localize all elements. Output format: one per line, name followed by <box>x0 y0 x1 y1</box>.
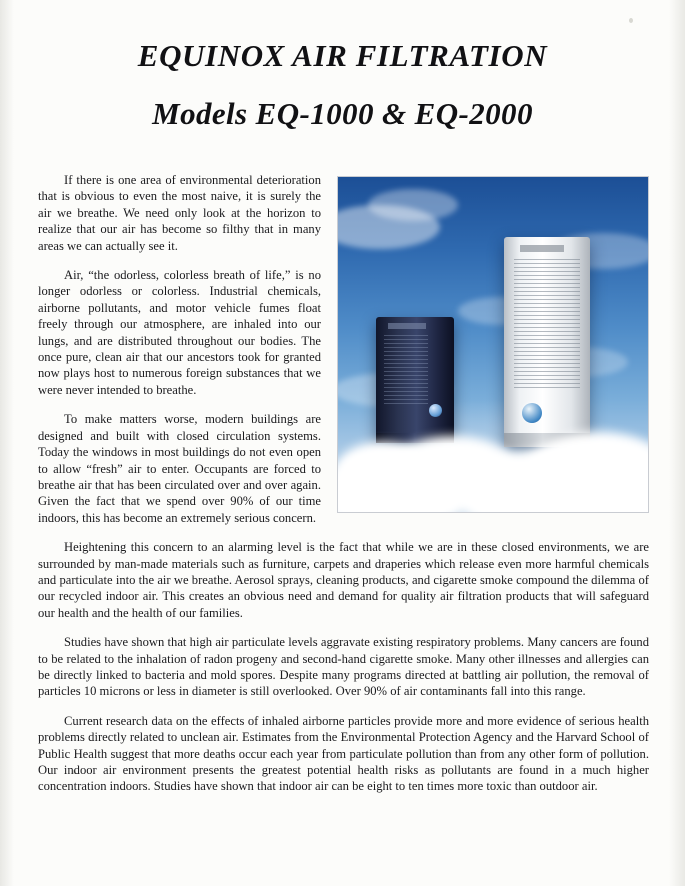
body-paragraph: Studies have shown that high air particulate levels aggravate existing respiratory problems. Many cancers are found to be related to the inhalation of radon progeny and second-hand cigarette smoke. Many other illnesses and allergies can be directly linked to bacteria and mold spores. Despite many programs directed at battling air pollution, the removal of particles 10 microns or less in diameter is still overlooked. Over 90% of air contaminants fall into this range. <box>38 635 649 699</box>
body-paragraph: Air, “the odorless, colorless breath of life,” is no longer odorless or colorless. Industrial chemicals, airborne pollutants, and motor vehicle fumes float freely through our atmosphere, are inhaled into our lungs, and are distributed throughout our bodies. The once pure, clean air that our ancestors took for granted now plays host to numerous foreign substances that we were never intended to breathe. <box>38 268 321 397</box>
document-body <box>38 172 649 795</box>
body-paragraph: If there is one area of environmental deterioration that is obvious to even the most naive, it is surely the air we breathe. We need only look at the horizon to realize that our air has become so filthy that in many areas we can actually see it. <box>38 173 321 253</box>
cloud-icon <box>338 442 428 494</box>
unit-badge <box>388 323 426 329</box>
body-paragraph: Current research data on the effects of inhaled airborne particles provide more and more evidence of serious health problems directly related to unclean air. Estimates from the Environmental Protection Agency and the Harvard School of Public Health suggest that more deaths occur each year from particulate pollution than from any other form of pollution. Our indoor air environment presents the greatest potential health risks as pollutants are found in a much higher concentration indoors. Studies have shown that indoor air can be eight to ten times more toxic than outdoor air. <box>38 713 649 794</box>
document-title-block <box>0 38 685 132</box>
cloud-icon <box>368 189 458 221</box>
unit-badge <box>520 245 564 252</box>
product-photo <box>337 176 649 513</box>
scan-speck <box>629 18 633 23</box>
body-paragraph: To make matters worse, modern buildings are designed and built with closed circulation systems. Today the windows in most buildings do not even open to allow “fresh” air to enter. Occupants are forced to breathe air that has been circulated over and over again. Given the fact that we spend over 90% of our time indoors, this has become an extremely serious concern. <box>38 412 321 525</box>
body-paragraph: Heightening this concern to an alarming level is the fact that while we are in these closed environments, we are surrounded by man-made materials such as furniture, carpets and draperies which release even more harmful chemicals and particulate into the air we breathe. Aerosol sprays, cleaning products, and cigarette smoke compound the dilemma of our recycled indoor air. This creates an obvious need and demand for quality air filtration products that will safeguard our health and the health of our families. <box>38 540 649 620</box>
cloud-bank <box>337 392 649 513</box>
page-title: EQUINOX AIR FILTRATION <box>137 38 548 73</box>
page-subtitle: Models EQ-1000 & EQ-2000 <box>152 96 533 131</box>
unit-vent-grille <box>514 259 580 389</box>
